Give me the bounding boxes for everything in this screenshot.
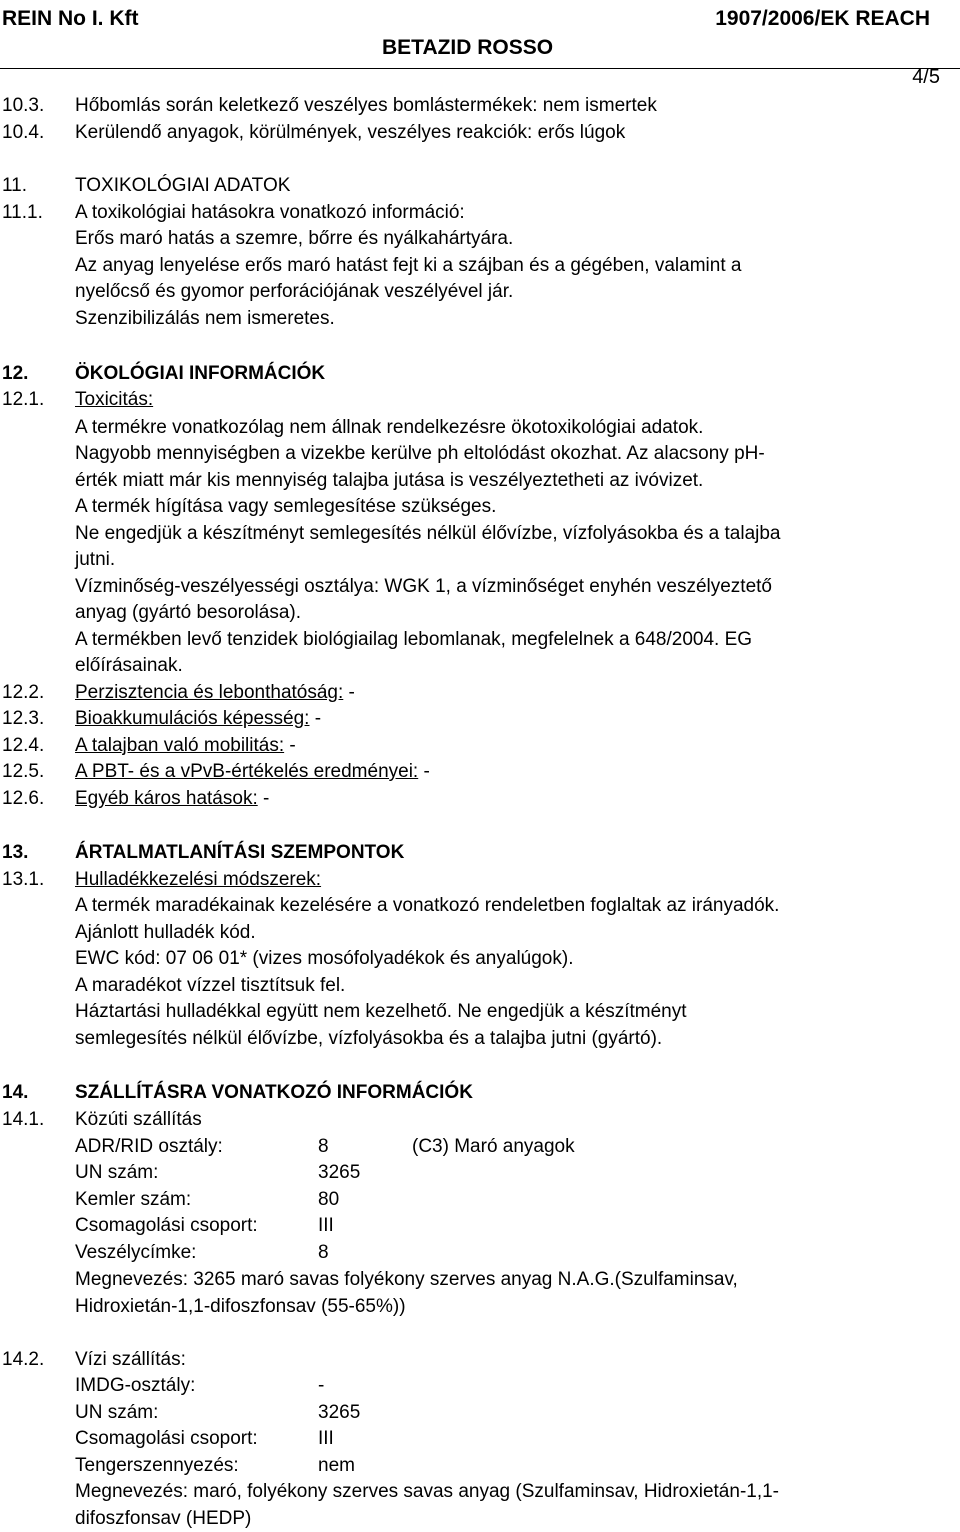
section-10-3 [0, 93, 960, 119]
text-line: difoszfonsav (HEDP) [75, 1508, 252, 1529]
row-value: nem [318, 1455, 355, 1476]
section-number: 12.2. [2, 682, 45, 703]
text-line: Vízminőség-veszélyességi osztálya: WGK 1, a vízminőséget enyhén veszélyeztető [75, 576, 772, 597]
row-value: III [318, 1428, 334, 1449]
header-company: REIN No I. Kft [2, 7, 139, 30]
section-title: Egyéb káros hatások: [75, 788, 258, 809]
header-regulation: 1907/2006/EK REACH [715, 7, 930, 30]
section-title: ÁRTALMATLANÍTÁSI SZEMPONTOK [75, 842, 405, 863]
text-line: Hidroxietán-1,1-difoszfonsav (55-65%)) [75, 1296, 406, 1317]
section-value: - [418, 761, 430, 782]
section-title: ÖKOLÓGIAI INFORMÁCIÓK [75, 363, 326, 384]
row-label: ADR/RID osztály: [75, 1136, 223, 1157]
text-line: anyag (gyártó besorolása). [75, 602, 302, 623]
section-number: 12.3. [2, 708, 45, 729]
transport-row [0, 1240, 960, 1266]
section-value: - [343, 682, 355, 703]
text-line: nyelőcső és gyomor perforációjának veszélyével jár. [75, 281, 514, 302]
section-title: Vízi szállítás: [75, 1349, 186, 1370]
text-line: Ne engedjük a készítményt semlegesítés nélkül élővízbe, vízfolyásokba és a talajba [75, 523, 781, 544]
row-value: III [318, 1215, 334, 1236]
text-line: érték miatt már kis mennyiség talajba jutása is veszélyeztetheti az ivóvizet. [75, 470, 704, 491]
row-value: 3265 [318, 1402, 361, 1423]
section-number: 12.5. [2, 761, 45, 782]
text-line: Ajánlott hulladék kód. [75, 922, 256, 943]
row-label: UN szám: [75, 1162, 159, 1183]
transport-row [0, 1134, 960, 1160]
text-line: semlegesítés nélkül élővízbe, vízfolyásokba és a talajba jutni (gyártó). [75, 1028, 663, 1049]
section-title: Perzisztencia és lebonthatóság: [75, 682, 344, 703]
text-line: Megnevezés: maró, folyékony szerves savas anyag (Szulfaminsav, Hidroxietán-1,1- [75, 1481, 780, 1502]
section-number: 11.1. [2, 202, 43, 223]
row-label: IMDG-osztály: [75, 1375, 196, 1396]
text-line: Háztartási hulladékkal együtt nem kezelhető. Ne engedjük a készítményt [75, 1001, 687, 1022]
section-title: Hulladékkezelési módszerek: [75, 869, 322, 890]
section-title: Bioakkumulációs képesség: [75, 708, 310, 729]
section-number: 13. [2, 842, 29, 863]
row-value: 3265 [318, 1162, 361, 1183]
header-divider [0, 68, 960, 69]
section-value: - [257, 788, 270, 809]
section-title: A PBT- és a vPvB-értékelés eredményei: [75, 761, 419, 782]
row-value: - [318, 1375, 325, 1396]
row-label: UN szám: [75, 1402, 159, 1423]
section-11-1 [0, 200, 960, 226]
section-title: Toxicitás: [75, 389, 154, 410]
transport-row [0, 1426, 960, 1452]
text-line: Nagyobb mennyiségben a vizekbe kerülve ph eltolódást okozhat. Az alacsony pH- [75, 443, 765, 464]
text-line: A termék hígítása vagy semlegesítése szükséges. [75, 496, 497, 517]
text-line: A termékben levő tenzidek biológiailag lebomlanak, megfelelnek a 648/2004. EG [75, 629, 753, 650]
text-line: előírásainak. [75, 655, 183, 676]
text-line: Szenzibilizálás nem ismeretes. [75, 308, 335, 329]
text-line: Az anyag lenyelése erős maró hatást fejt ki a szájban és a gégében, valamint a [75, 255, 742, 276]
section-title: A talajban való mobilitás: [75, 735, 285, 756]
text-line: A termék maradékainak kezelésére a vonatkozó rendeletben foglaltak az irányadók. [75, 895, 780, 916]
row-label: Veszélycímke: [75, 1242, 197, 1263]
section-number: 12.6. [2, 788, 45, 809]
text-line: EWC kód: 07 06 01* (vizes mosófolyadékok és anyalúgok). [75, 948, 574, 969]
section-14-2 [0, 1347, 960, 1373]
text-line: Megnevezés: 3265 maró savas folyékony szerves anyag N.A.G.(Szulfaminsav, [75, 1269, 738, 1290]
text-line: A termékre vonatkozólag nem állnak rendelkezésre ökotoxikológiai adatok. [75, 417, 704, 438]
section-number: 14.2. [2, 1349, 45, 1370]
section-title: Közúti szállítás [75, 1109, 202, 1130]
transport-row [0, 1373, 960, 1399]
transport-row [0, 1213, 960, 1239]
section-12-2 [0, 680, 960, 706]
row-value: 80 [318, 1189, 340, 1210]
section-12-1 [0, 387, 960, 413]
text-line: A maradékot vízzel tisztítsuk fel. [75, 975, 346, 996]
section-11-heading [0, 173, 960, 199]
transport-row [0, 1160, 960, 1186]
section-title: SZÁLLÍTÁSRA VONATKOZÓ INFORMÁCIÓK [75, 1082, 473, 1103]
text-line: Erős maró hatás a szemre, bőrre és nyálkahártyára. [75, 228, 514, 249]
section-13-1 [0, 867, 960, 893]
row-label: Csomagolási csoport: [75, 1215, 258, 1236]
row-value: 8 [318, 1136, 329, 1157]
section-14-1 [0, 1107, 960, 1133]
row-label: Csomagolási csoport: [75, 1428, 258, 1449]
section-number: 12.1. [2, 389, 45, 410]
section-number: 14. [2, 1082, 29, 1103]
section-title: A toxikológiai hatásokra vonatkozó információ: [75, 202, 465, 223]
row-label: Kemler szám: [75, 1189, 192, 1210]
section-12-5 [0, 759, 960, 785]
section-number: 13.1. [2, 869, 45, 890]
header-product: BETAZID ROSSO [382, 36, 554, 59]
section-value: - [284, 735, 296, 756]
section-title: TOXIKOLÓGIAI ADATOK [75, 175, 291, 196]
section-number: 11. [2, 175, 28, 196]
transport-row [0, 1187, 960, 1213]
section-text: Kerülendő anyagok, körülmények, veszélyes reakciók: erős lúgok [75, 122, 626, 143]
text-line: jutni. [75, 549, 116, 570]
section-number: 10.4. [2, 122, 45, 143]
transport-row [0, 1400, 960, 1426]
section-14-heading [0, 1080, 960, 1106]
section-number: 10.3. [2, 95, 45, 116]
page-number: 4/5 [912, 66, 940, 88]
row-label: Tengerszennyezés: [75, 1455, 239, 1476]
section-number: 12. [2, 363, 29, 384]
section-13-heading [0, 840, 960, 866]
section-12-4 [0, 733, 960, 759]
section-text: Hőbomlás során keletkező veszélyes bomlástermékek: nem ismertek [75, 95, 657, 116]
section-12-3 [0, 706, 960, 732]
transport-row [0, 1453, 960, 1479]
section-value: - [309, 708, 322, 729]
section-number: 14.1. [2, 1109, 45, 1130]
section-number: 12.4. [2, 735, 45, 756]
row-extra: (C3) Maró anyagok [412, 1136, 575, 1157]
section-10-4 [0, 120, 960, 146]
section-12-6 [0, 786, 960, 812]
section-12-heading [0, 361, 960, 387]
row-value: 8 [318, 1242, 329, 1263]
